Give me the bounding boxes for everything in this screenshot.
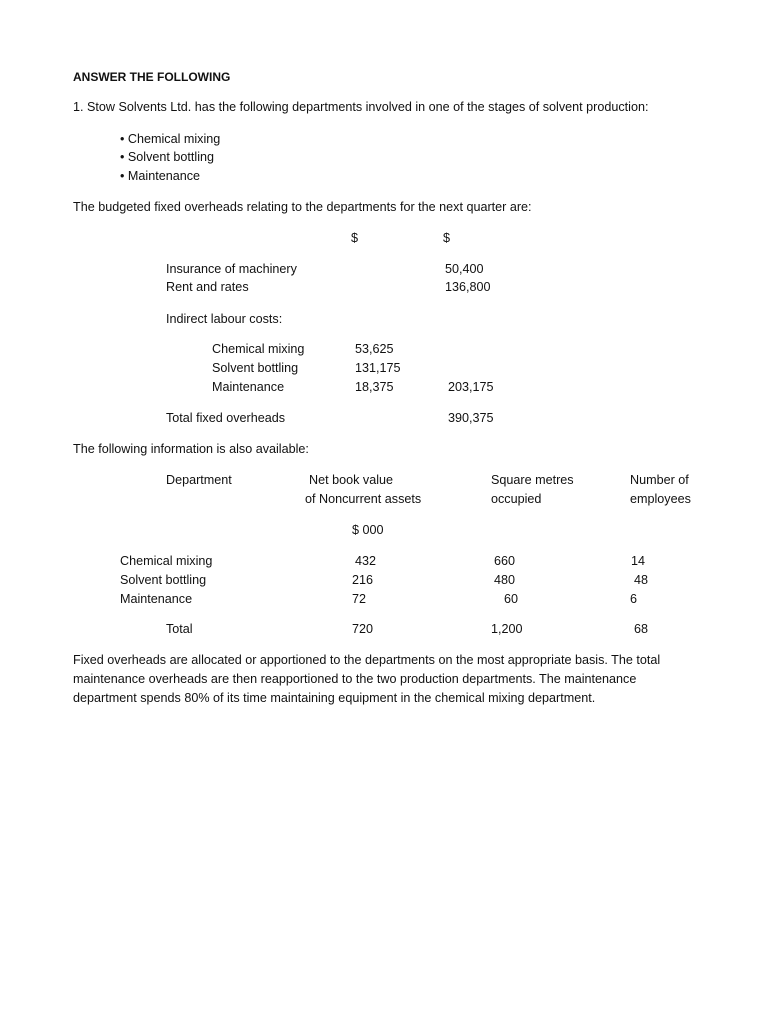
row-value: 18,375 (355, 380, 394, 394)
cell-employees: 48 (634, 573, 649, 587)
cell-employees: 6 (630, 592, 638, 606)
column-header: of Noncurrent assets (305, 492, 422, 506)
column-header: Net book value (309, 473, 394, 487)
total-label: Total (166, 622, 193, 636)
column-header: Number of (630, 473, 689, 487)
cell-nbv: 72 (352, 592, 367, 606)
row-value: 136,800 (445, 280, 491, 294)
cell-nbv: 720 (352, 622, 374, 636)
total-label: Total fixed overheads (166, 411, 286, 425)
paragraph-line: Fixed overheads are allocated or apportioned to the departments on the most appropriate basis. The total (73, 653, 661, 667)
cell-sqm: 1,200 (491, 622, 523, 636)
column-header: Square metres (491, 473, 574, 487)
row-value: 131,175 (355, 361, 401, 375)
question-text: 1. Stow Solvents Ltd. has the following departments involved in one of the stages of solvent production: (73, 100, 649, 114)
list-item: • Chemical mixing (120, 132, 221, 146)
cell-employees: 14 (631, 554, 646, 568)
unit-label: $ 000 (352, 523, 384, 537)
budget-intro-text: The budgeted fixed overheads relating to the departments for the next quarter are: (73, 200, 532, 214)
column-header: $ (351, 231, 359, 245)
row-subtotal: 203,175 (448, 380, 494, 394)
row-label: Solvent bottling (212, 361, 299, 375)
row-label: Maintenance (212, 380, 285, 394)
cell-sqm: 480 (494, 573, 516, 587)
paragraph-line: maintenance overheads are then reapportioned to the two production departments. The maintenance (73, 672, 637, 686)
section-label: Indirect labour costs: (166, 312, 283, 326)
row-label: Solvent bottling (120, 573, 207, 587)
cell-nbv: 432 (355, 554, 377, 568)
row-label: Rent and rates (166, 280, 249, 294)
row-label: Maintenance (120, 592, 193, 606)
column-header: occupied (491, 492, 542, 506)
list-item: • Solvent bottling (120, 150, 215, 164)
row-label: Chemical mixing (120, 554, 213, 568)
cell-sqm: 60 (504, 592, 519, 606)
row-label: Insurance of machinery (166, 262, 297, 276)
page-heading: ANSWER THE FOLLOWING (73, 70, 231, 84)
cell-nbv: 216 (352, 573, 374, 587)
column-header: $ (443, 231, 451, 245)
row-value: 50,400 (445, 262, 484, 276)
column-header: employees (630, 492, 691, 506)
row-value: 53,625 (355, 342, 394, 356)
cell-employees: 68 (634, 622, 649, 636)
info-intro-text: The following information is also available: (73, 442, 309, 456)
paragraph-line: department spends 80% of its time maintaining equipment in the chemical mixing department. (73, 691, 596, 705)
cell-sqm: 660 (494, 554, 516, 568)
column-header: Department (166, 473, 232, 487)
list-item: • Maintenance (120, 169, 201, 183)
row-label: Chemical mixing (212, 342, 305, 356)
total-value: 390,375 (448, 411, 494, 425)
